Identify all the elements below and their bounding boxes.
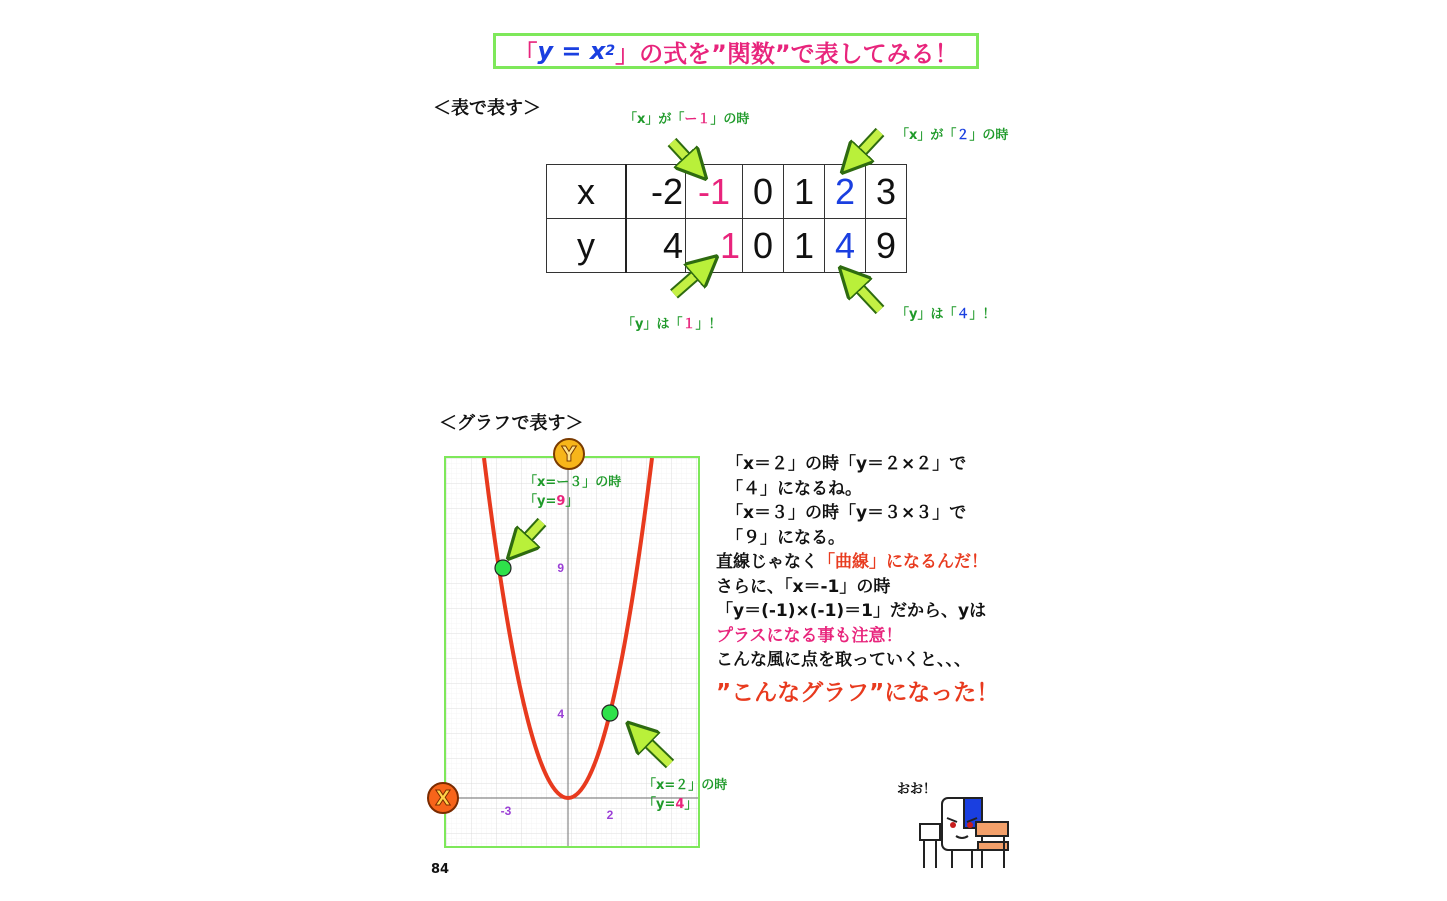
y-axis-badge-icon — [552, 437, 586, 471]
explain-line: 「４」になるね。 — [726, 478, 862, 499]
table-cell: -2 — [626, 165, 686, 219]
note-value: 4 — [675, 797, 685, 812]
explain-text: 直線じゃなく — [716, 552, 818, 572]
note-text: 「y」は「 — [896, 307, 957, 322]
note-text: 「y= — [643, 797, 676, 812]
arrow-icon — [852, 132, 880, 162]
table-cell-highlight: 4 — [825, 219, 866, 273]
arrow-icon — [672, 142, 696, 168]
chair-back — [976, 822, 1008, 836]
character-speech: おお！ — [897, 782, 937, 797]
table-cell: 0 — [743, 219, 784, 273]
note-text: 」 — [565, 494, 579, 509]
note-value: １ — [682, 317, 696, 332]
mascot-illustration — [914, 792, 1014, 872]
graph-note-bottom — [643, 776, 727, 814]
explain-line: こんな風に点を取っていくと、、、 — [716, 650, 971, 670]
row-label-x: x — [547, 165, 627, 219]
point-x-2 — [602, 705, 618, 721]
tick-label-minus3: -3 — [500, 804, 512, 818]
title-open-bracket: 「 — [513, 39, 538, 68]
table-cell-highlight: -1 — [686, 165, 743, 219]
explain-line: 「x＝２」の時「y＝２×２」で — [726, 454, 967, 474]
graph-note-top — [524, 473, 621, 511]
y-axis-badge-label: Y — [561, 442, 577, 466]
page-number: 84 — [431, 862, 450, 877]
title-close-bracket: 」 — [615, 39, 640, 68]
note-text: 「x」が「 — [896, 128, 957, 143]
note-text: 」！ — [969, 307, 996, 322]
explain-line — [716, 550, 1046, 575]
arrow-icon — [674, 266, 706, 294]
note-text: 「x」が「 — [624, 112, 685, 127]
note-text: 」 — [684, 797, 698, 812]
point-x-minus3 — [495, 560, 511, 576]
note-text: 「y= — [524, 494, 557, 509]
explain-emphasis: 「曲線」になるんだ！ — [818, 552, 988, 572]
note-text: 」！ — [695, 317, 722, 332]
tick-label-4: 4 — [557, 707, 564, 721]
graph-note-line: 「x=ー３」の時 — [524, 475, 622, 490]
row-label-y: y — [547, 219, 627, 273]
section-heading-table: ＜表で表す＞ — [433, 98, 541, 119]
arrow-icon — [850, 278, 880, 310]
note-value: 9 — [556, 494, 566, 509]
explain-line: 「x＝３」の時「y＝３×３」で — [726, 503, 967, 523]
x-axis-badge-label: X — [435, 786, 451, 810]
note-text: 」の時 — [969, 128, 1009, 143]
section-heading-graph: ＜グラフで表す＞ — [439, 413, 584, 434]
title-rest: の式を”関数”で表してみる！ — [639, 39, 959, 68]
table-cell-highlight: 1 — [686, 219, 743, 273]
explanation-text — [716, 452, 1046, 710]
graph-note-line — [524, 492, 621, 511]
explain-line: 「９」になる。 — [726, 527, 845, 548]
note-value: ４ — [956, 307, 970, 322]
table-cell: 3 — [866, 165, 907, 219]
explain-conclusion: ”こんなグラフ”になった！ — [716, 679, 1000, 706]
graph-note-line — [643, 795, 727, 814]
x-axis-badge-icon — [426, 781, 460, 815]
tick-label-9: 9 — [557, 561, 564, 575]
title-exponent: 2 — [605, 43, 616, 59]
table-cell: 9 — [866, 219, 907, 273]
table-cell-highlight: 2 — [825, 165, 866, 219]
graph-note-line: 「x=２」の時 — [643, 778, 728, 793]
table-cell: 4 — [626, 219, 686, 273]
note-value: ー１ — [684, 112, 711, 127]
note-text: 」の時 — [710, 112, 750, 127]
explain-line: 「y＝(-1)×(-1)＝1」だから、yは — [716, 601, 987, 621]
table-cell: 1 — [784, 219, 825, 273]
mascot-arm — [920, 824, 940, 840]
table-cell: 1 — [784, 165, 825, 219]
explain-line: さらに、「x＝-1」の時 — [716, 576, 891, 597]
explain-line: プラスになる事も注意！ — [716, 625, 903, 646]
tick-label-2: 2 — [606, 808, 614, 822]
table-cell: 0 — [743, 165, 784, 219]
note-text: 「y」は「 — [622, 317, 683, 332]
note-value: ２ — [956, 128, 970, 143]
title-formula: y = x — [537, 37, 606, 65]
